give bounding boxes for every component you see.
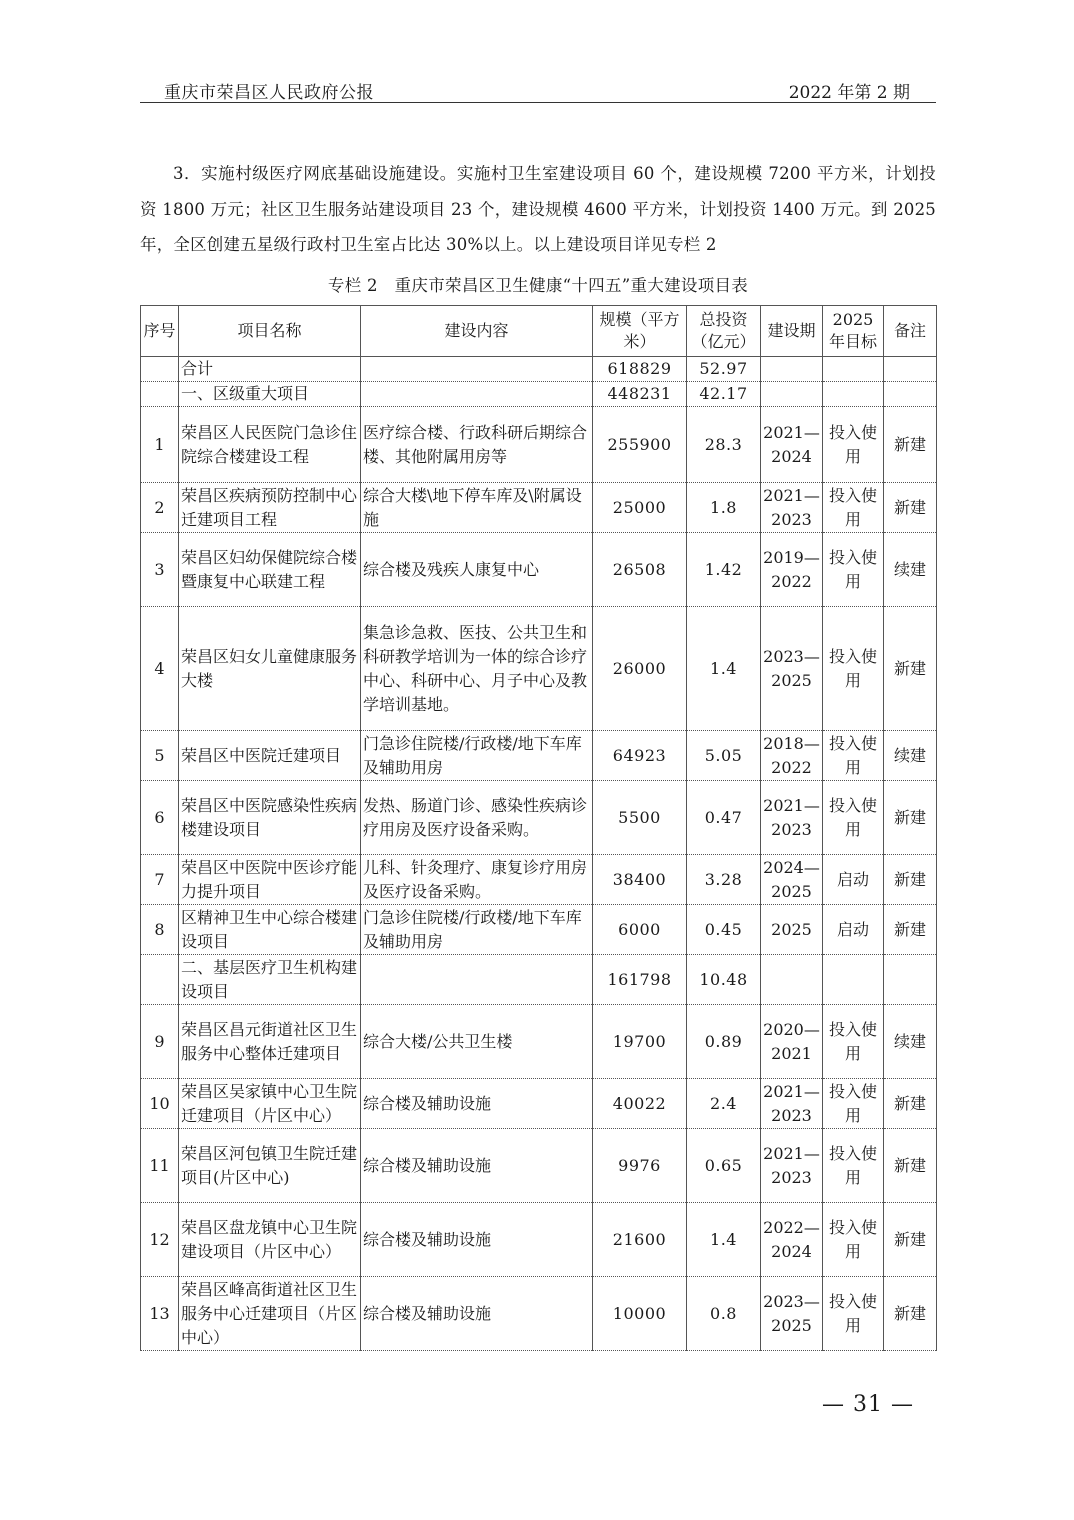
table-header-row xyxy=(141,306,937,357)
cell-scale: 21600 xyxy=(593,1203,687,1277)
table-row xyxy=(141,483,937,533)
cell-period: 2018—2022 xyxy=(761,731,823,781)
cell-name: 荣昌区疾病预防控制中心迁建项目工程 xyxy=(179,483,361,533)
section-row-1 xyxy=(141,382,937,407)
cell-target: 投入使用 xyxy=(823,407,884,483)
table-row xyxy=(141,905,937,955)
cell-scale: 26000 xyxy=(593,607,687,731)
cell-period: 2024—2025 xyxy=(761,855,823,905)
section-row-2 xyxy=(141,955,937,1005)
cell-name: 荣昌区中医院中医诊疗能力提升项目 xyxy=(179,855,361,905)
cell-period: 2022—2024 xyxy=(761,1203,823,1277)
header-note: 备注 xyxy=(884,306,937,357)
cell-no: 1 xyxy=(141,407,179,483)
header-scale: 规模（平方米） xyxy=(593,306,687,357)
cell-content: 发热、肠道门诊、感染性疾病诊疗用房及医疗设备采购。 xyxy=(361,781,593,855)
table-row xyxy=(141,781,937,855)
cell-name: 荣昌区人民医院门急诊住院综合楼建设工程 xyxy=(179,407,361,483)
cell-no: 9 xyxy=(141,1005,179,1079)
cell-scale: 10000 xyxy=(593,1277,687,1351)
cell-content: 综合楼及辅助设施 xyxy=(361,1277,593,1351)
section2-scale: 161798 xyxy=(593,955,687,1005)
cell-period: 2019—2022 xyxy=(761,533,823,607)
cell-invest: 3.28 xyxy=(687,855,761,905)
cell-note: 新建 xyxy=(884,781,937,855)
cell-period: 2021—2024 xyxy=(761,407,823,483)
publication-title: 重庆市荣昌区人民政府公报 xyxy=(164,83,374,103)
cell-target: 投入使用 xyxy=(823,533,884,607)
cell-invest: 1.42 xyxy=(687,533,761,607)
cell-target: 启动 xyxy=(823,905,884,955)
total-scale: 618829 xyxy=(593,357,687,382)
cell-name: 荣昌区吴家镇中心卫生院迁建项目（片区中心） xyxy=(179,1079,361,1129)
cell-no: 5 xyxy=(141,731,179,781)
page-number: — 31 — xyxy=(822,1392,914,1417)
header-period: 建设期 xyxy=(761,306,823,357)
table-row xyxy=(141,607,937,731)
cell-content: 综合楼及残疾人康复中心 xyxy=(361,533,593,607)
cell-content: 综合大楼/公共卫生楼 xyxy=(361,1005,593,1079)
cell-invest: 0.89 xyxy=(687,1005,761,1079)
body-paragraph xyxy=(140,156,936,263)
cell-note: 新建 xyxy=(884,607,937,731)
cell-scale: 6000 xyxy=(593,905,687,955)
table-row xyxy=(141,1079,937,1129)
cell-note: 新建 xyxy=(884,1203,937,1277)
cell-name: 荣昌区中医院感染性疾病楼建设项目 xyxy=(179,781,361,855)
cell-note: 新建 xyxy=(884,1277,937,1351)
table-row xyxy=(141,1005,937,1079)
cell-name: 荣昌区中医院迁建项目 xyxy=(179,731,361,781)
cell-name: 荣昌区盘龙镇中心卫生院建设项目（片区中心） xyxy=(179,1203,361,1277)
cell-content: 儿科、针灸理疗、康复诊疗用房及医疗设备采购。 xyxy=(361,855,593,905)
section2-label: 二、基层医疗卫生机构建设项目 xyxy=(179,955,361,1005)
cell-invest: 0.65 xyxy=(687,1129,761,1203)
cell-invest: 0.47 xyxy=(687,781,761,855)
cell-content: 综合楼及辅助设施 xyxy=(361,1129,593,1203)
header-seq: 序号 xyxy=(141,306,179,357)
cell-period: 2021—2023 xyxy=(761,483,823,533)
cell-target: 投入使用 xyxy=(823,1079,884,1129)
cell-content: 门急诊住院楼/行政楼/地下车库及辅助用房 xyxy=(361,905,593,955)
header-content: 建设内容 xyxy=(361,306,593,357)
cell-note: 新建 xyxy=(884,483,937,533)
cell-invest: 2.4 xyxy=(687,1079,761,1129)
cell-period: 2023—2025 xyxy=(761,1277,823,1351)
table-caption: 专栏 2 重庆市荣昌区卫生健康“十四五”重大建设项目表 xyxy=(327,276,749,295)
table-row xyxy=(141,407,937,483)
issue-number: 2022 年第 2 期 xyxy=(788,83,910,103)
cell-no: 4 xyxy=(141,607,179,731)
cell-invest: 1.4 xyxy=(687,607,761,731)
cell-target: 投入使用 xyxy=(823,781,884,855)
cell-target: 投入使用 xyxy=(823,1005,884,1079)
cell-target: 启动 xyxy=(823,855,884,905)
header-target: 2025 年目标 xyxy=(823,306,884,357)
cell-target: 投入使用 xyxy=(823,1203,884,1277)
cell-target: 投入使用 xyxy=(823,607,884,731)
table-row xyxy=(141,1277,937,1351)
cell-invest: 1.4 xyxy=(687,1203,761,1277)
cell-invest: 0.45 xyxy=(687,905,761,955)
table-row xyxy=(141,1129,937,1203)
cell-note: 续建 xyxy=(884,731,937,781)
cell-note: 新建 xyxy=(884,855,937,905)
cell-no: 12 xyxy=(141,1203,179,1277)
section1-invest: 42.17 xyxy=(687,382,761,407)
cell-no: 2 xyxy=(141,483,179,533)
cell-period: 2021—2023 xyxy=(761,1129,823,1203)
cell-invest: 1.8 xyxy=(687,483,761,533)
cell-target: 投入使用 xyxy=(823,1277,884,1351)
cell-content: 门急诊住院楼/行政楼/地下车库及辅助用房 xyxy=(361,731,593,781)
cell-note: 新建 xyxy=(884,1079,937,1129)
cell-scale: 38400 xyxy=(593,855,687,905)
cell-no: 10 xyxy=(141,1079,179,1129)
cell-scale: 40022 xyxy=(593,1079,687,1129)
cell-no: 7 xyxy=(141,855,179,905)
cell-period: 2021—2023 xyxy=(761,781,823,855)
cell-note: 续建 xyxy=(884,533,937,607)
paragraph-text: 3．实施村级医疗网底基础设施建设。实施村卫生室建设项目 60 个，建设规模 7200 平方米，计划投资 1800 万元；社区卫生服务站建设项目 23 个，建设规模 4600 平方米，计划投资 1400 万元。到 2025 年，全区创建五星级行政村卫生室占比达 30%以上。以上建设项目详见专栏 2 xyxy=(140,164,936,254)
cell-note: 新建 xyxy=(884,905,937,955)
cell-scale: 255900 xyxy=(593,407,687,483)
table-row xyxy=(141,731,937,781)
cell-invest: 28.3 xyxy=(687,407,761,483)
cell-scale: 26508 xyxy=(593,533,687,607)
cell-period: 2025 xyxy=(761,905,823,955)
cell-no: 3 xyxy=(141,533,179,607)
cell-target: 投入使用 xyxy=(823,483,884,533)
cell-name: 荣昌区妇幼保健院综合楼暨康复中心联建工程 xyxy=(179,533,361,607)
cell-name: 荣昌区河包镇卫生院迁建项目(片区中心) xyxy=(179,1129,361,1203)
section1-scale: 448231 xyxy=(593,382,687,407)
cell-no: 13 xyxy=(141,1277,179,1351)
cell-content: 综合楼及辅助设施 xyxy=(361,1203,593,1277)
cell-content: 医疗综合楼、行政科研后期综合楼、其他附属用房等 xyxy=(361,407,593,483)
projects-table xyxy=(140,305,937,1351)
header-invest: 总投资（亿元） xyxy=(687,306,761,357)
cell-no: 11 xyxy=(141,1129,179,1203)
cell-name: 荣昌区昌元街道社区卫生服务中心整体迁建项目 xyxy=(179,1005,361,1079)
cell-period: 2020—2021 xyxy=(761,1005,823,1079)
cell-note: 新建 xyxy=(884,407,937,483)
cell-period: 2023—2025 xyxy=(761,607,823,731)
total-invest: 52.97 xyxy=(687,357,761,382)
cell-name: 荣昌区峰高街道社区卫生服务中心迁建项目（片区中心） xyxy=(179,1277,361,1351)
cell-content: 综合楼及辅助设施 xyxy=(361,1079,593,1129)
cell-invest: 0.8 xyxy=(687,1277,761,1351)
total-label: 合计 xyxy=(179,357,361,382)
cell-content: 综合大楼\地下停车库及\附属设施 xyxy=(361,483,593,533)
cell-no: 8 xyxy=(141,905,179,955)
header-name: 项目名称 xyxy=(179,306,361,357)
table-row xyxy=(141,1203,937,1277)
cell-scale: 19700 xyxy=(593,1005,687,1079)
cell-no: 6 xyxy=(141,781,179,855)
table-row xyxy=(141,533,937,607)
cell-scale: 9976 xyxy=(593,1129,687,1203)
cell-target: 投入使用 xyxy=(823,1129,884,1203)
total-row xyxy=(141,357,937,382)
cell-period: 2021—2023 xyxy=(761,1079,823,1129)
cell-name: 区精神卫生中心综合楼建设项目 xyxy=(179,905,361,955)
cell-target: 投入使用 xyxy=(823,731,884,781)
cell-name: 荣昌区妇女儿童健康服务大楼 xyxy=(179,607,361,731)
cell-content: 集急诊急救、医技、公共卫生和科研教学培训为一体的综合诊疗中心、科研中心、月子中心及教学培训基地。 xyxy=(361,607,593,731)
cell-scale: 5500 xyxy=(593,781,687,855)
cell-scale: 25000 xyxy=(593,483,687,533)
cell-note: 新建 xyxy=(884,1129,937,1203)
cell-invest: 5.05 xyxy=(687,731,761,781)
cell-scale: 64923 xyxy=(593,731,687,781)
section1-label: 一、区级重大项目 xyxy=(179,382,361,407)
page-header xyxy=(140,74,936,103)
section2-invest: 10.48 xyxy=(687,955,761,1005)
table-row xyxy=(141,855,937,905)
cell-note: 续建 xyxy=(884,1005,937,1079)
